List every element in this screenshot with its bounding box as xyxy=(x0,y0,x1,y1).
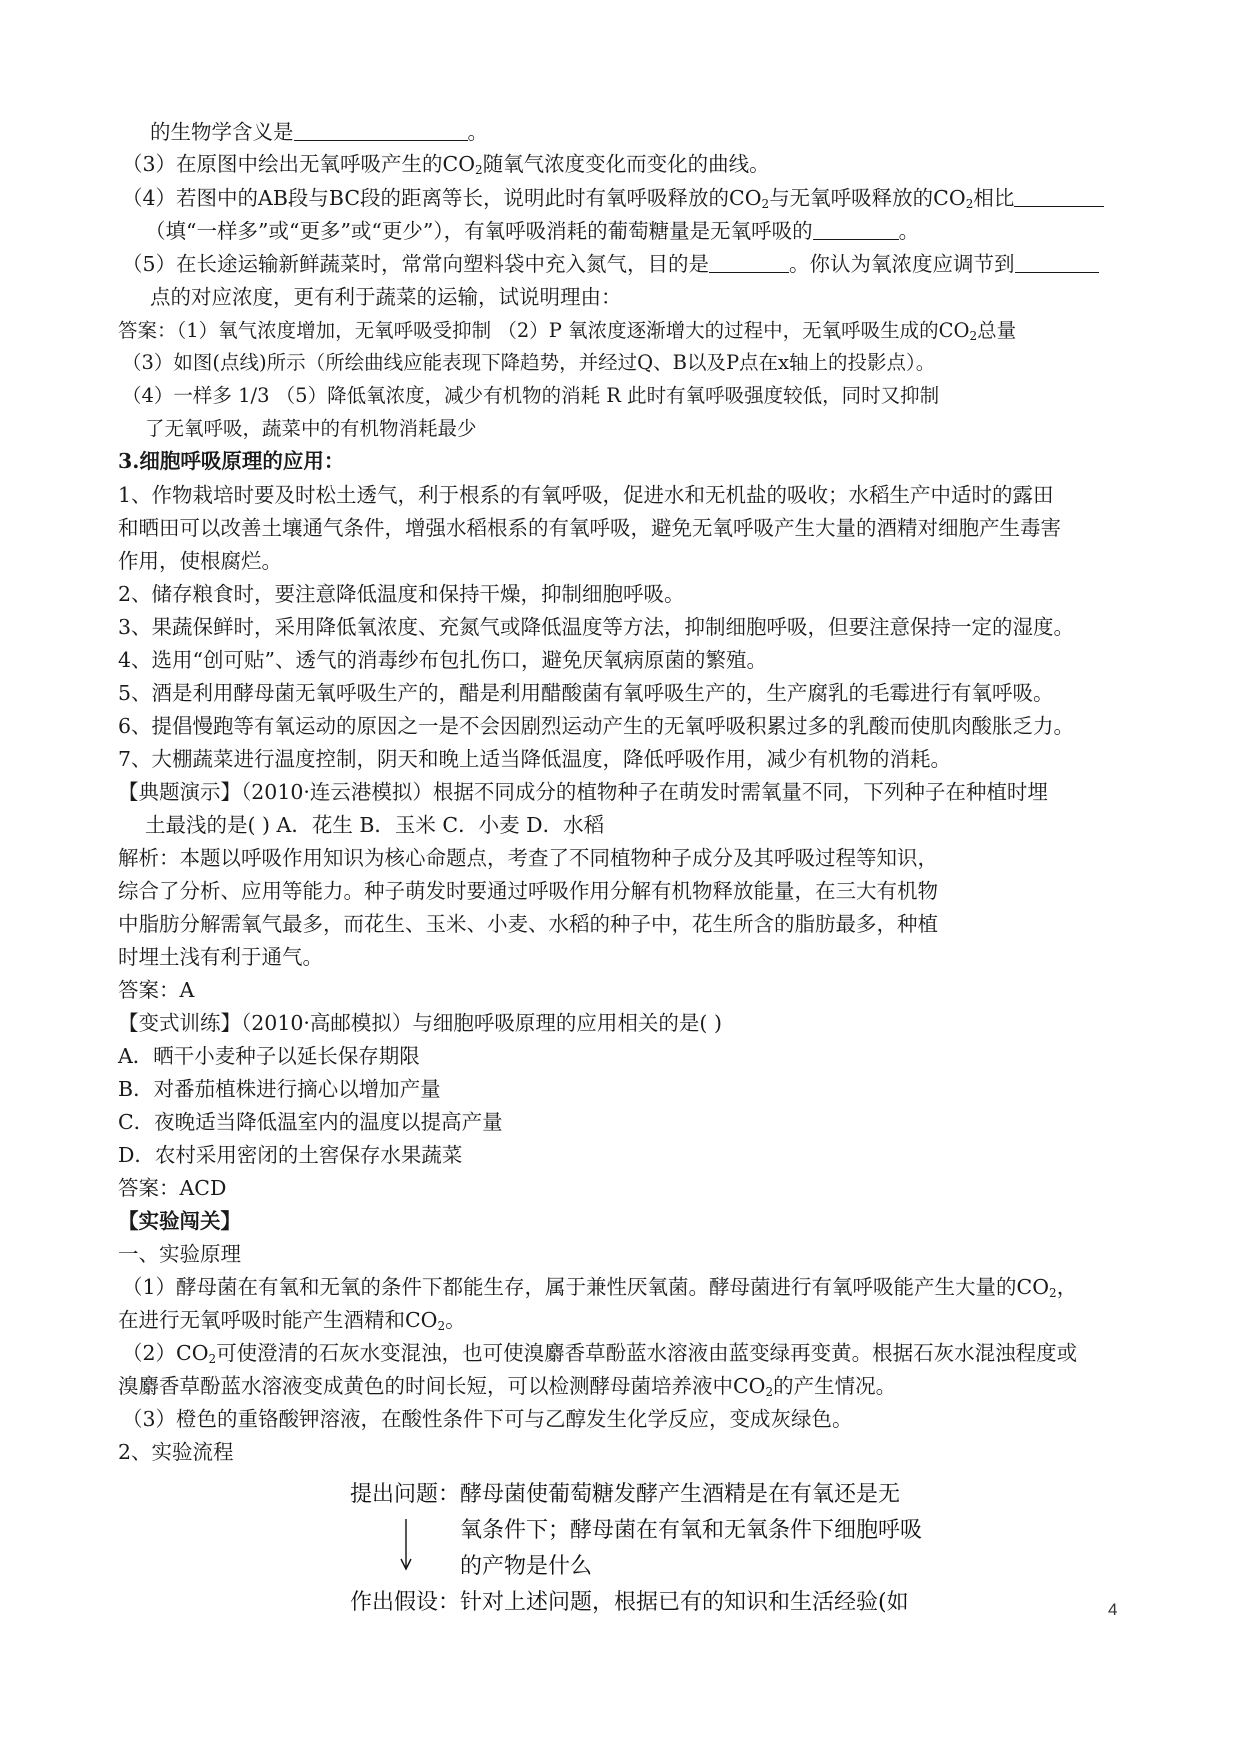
down-arrow-icon xyxy=(398,1517,414,1573)
answer-blank xyxy=(294,120,468,141)
option-c: C．夜晚适当降低温室内的温度以提高产量 xyxy=(118,1110,503,1134)
answer-line: 答案：ACD xyxy=(118,1176,227,1200)
text-line: （3）在原图中绘出无氧呼吸产生的$CO_2$随氧气浓度变化而变化的曲线。 xyxy=(122,152,770,177)
principle-line: $(2)CO_2$可使澄清的石灰水变混浊，也可使溴麝香草酚蓝水溶液由蓝变绿再变黄。根据石灰水混浊程度或 xyxy=(122,1341,1078,1366)
principle-line: （3）橙色的重铬酸钾溶液，在酸性条件下可与乙醇发生化学反应，变成灰绿色。 xyxy=(122,1407,853,1431)
text-line: 和晒田可以改善土壤通气条件，增强水稻根系的有氧呼吸，避免无氧呼吸产生大量的酒精对细胞产生毒害 xyxy=(118,516,1061,540)
answer-blank xyxy=(1014,186,1104,207)
option-d: D．农村采用密闭的土窖保存水果蔬菜 xyxy=(118,1143,463,1167)
text-line: （5）在长途运输新鲜蔬菜时，常常向塑料袋中充入氮气，目的是 。你认为氧浓度应调节到 xyxy=(122,249,1099,279)
option-a: A．晒干小麦种子以延长保存期限 xyxy=(118,1044,420,1068)
variant-question: 【变式训练】（2010·高邮模拟）与细胞呼吸原理的应用相关的是( ) xyxy=(118,1011,722,1035)
analysis-line: 综合了分析、应用等能力。种子萌发时要通过呼吸作用分解有机物释放能量，在三大有机物 xyxy=(118,879,938,903)
answer-line: 答案：A xyxy=(118,978,195,1002)
text-line: 2、储存粮食时，要注意降低温度和保持干燥，抑制细胞呼吸。 xyxy=(118,582,685,606)
flow-step-hypothesis: 作出假设：针对上述问题，根据已有的知识和生活经验(如 xyxy=(350,1590,909,1615)
text-line: （填“一样多”或“更多”或“更少”），有氧呼吸消耗的葡萄糖量是无氧呼吸的 。 xyxy=(145,219,920,243)
flow-step-question-cont: 的产物是什么 xyxy=(460,1554,593,1579)
text-line: （4）若图中的AB段与BC段的距离等长，说明此时有氧呼吸释放的$CO_2$与无氧呼吸释放的$CO_2$相比 xyxy=(122,183,1104,213)
answer-line: 了无氧呼吸，蔬菜中的有机物消耗最少 xyxy=(145,417,477,440)
section-heading: 3.细胞呼吸原理的应用： xyxy=(118,449,345,473)
text-line: 5、酒是利用酵母菌无氧呼吸生产的，醋是利用醋酸菌有氧呼吸生产的，生产腐乳的毛霉进行有氧呼吸。 xyxy=(118,681,1054,705)
subsection-heading: 2、实验流程 xyxy=(118,1440,234,1464)
analysis-line: 时埋土浅有利于通气。 xyxy=(118,945,323,969)
example-options: 土最浅的是( ) A．花生 B．玉米 C．小麦 D．水稻 xyxy=(145,813,605,837)
text-line: 7、大棚蔬菜进行温度控制，阴天和晚上适当降低温度，降低呼吸作用，减少有机物的消耗。 xyxy=(118,747,952,771)
subsection-heading: 一、实验原理 xyxy=(118,1242,241,1266)
principle-line: 在进行无氧呼吸时能产生酒精和$CO_2$。 xyxy=(118,1308,466,1333)
answer-line: 答案：（1）氧气浓度增加，无氧呼吸受抑制 （2）P 氧浓度逐渐增大的过程中，无氧呼吸生成的$CO_2$总量 xyxy=(118,319,1017,343)
text-line: 1、作物栽培时要及时松土透气，利于根系的有氧呼吸，促进水和无机盐的吸收；水稻生产中适时的露田 xyxy=(118,483,1054,507)
text-line: 3、果蔬保鲜时，采用降低氧浓度、充氮气或降低温度等方法，抑制细胞呼吸，但要注意保持一定的湿度。 xyxy=(118,615,1075,639)
flow-step-question: 提出问题：酵母菌使葡萄糖发酵产生酒精是在有氧还是无 xyxy=(350,1482,901,1507)
principle-line: （1）酵母菌在有氧和无氧的条件下都能生存，属于兼性厌氧菌。酵母菌进行有氧呼吸能产生大量的$CO_2$， xyxy=(122,1275,1078,1300)
option-b: B．对番茄植株进行摘心以增加产量 xyxy=(118,1077,441,1101)
answer-blank xyxy=(1015,252,1099,273)
answer-line: （4）一样多 1/3 （5）降低氧浓度，减少有机物的消耗 R 此时有氧呼吸强度较低，同时又抑制 xyxy=(122,384,940,407)
flow-step-question-cont: 氧条件下；酵母菌在有氧和无氧条件下细胞呼吸 xyxy=(460,1518,923,1543)
analysis-line: 中脂肪分解需氧气最多，而花生、玉米、小麦、水稻的种子中，花生所含的脂肪最多，种植 xyxy=(118,912,938,936)
answer-blank xyxy=(813,219,899,240)
text-line: 的生物学含义是 。 xyxy=(150,120,488,144)
answer-blank xyxy=(709,252,789,273)
text-line: 作用，使根腐烂。 xyxy=(118,549,282,573)
analysis-line: 解析：本题以呼吸作用知识为核心命题点，考查了不同植物种子成分及其呼吸过程等知识， xyxy=(118,846,938,870)
section-heading: 【实验闯关】 xyxy=(118,1209,241,1233)
page-number: 4 xyxy=(1108,1600,1118,1619)
example-question: 【典题演示】（2010·连云港模拟）根据不同成分的植物种子在萌发时需氧量不同，下列种子在种植时埋 xyxy=(118,780,1048,804)
answer-line: （3）如图(点线)所示（所绘曲线应能表现下降趋势，并经过Q、B以及P点在x轴上的投影点）。 xyxy=(122,351,936,374)
text-line: 点的对应浓度，更有利于蔬菜的运输，试说明理由： xyxy=(150,285,622,309)
text-line: 6、提倡慢跑等有氧运动的原因之一是不会因剧烈运动产生的无氧呼吸积累过多的乳酸而使肌肉酸胀乏力。 xyxy=(118,714,1075,738)
text-line: 4、选用“创可贴”、透气的消毒纱布包扎伤口，避免厌氧病原菌的繁殖。 xyxy=(118,648,768,672)
principle-line: 溴麝香草酚蓝水溶液变成黄色的时间长短，可以检测酵母菌培养液中$CO_2$的产生情况。 xyxy=(118,1374,897,1399)
